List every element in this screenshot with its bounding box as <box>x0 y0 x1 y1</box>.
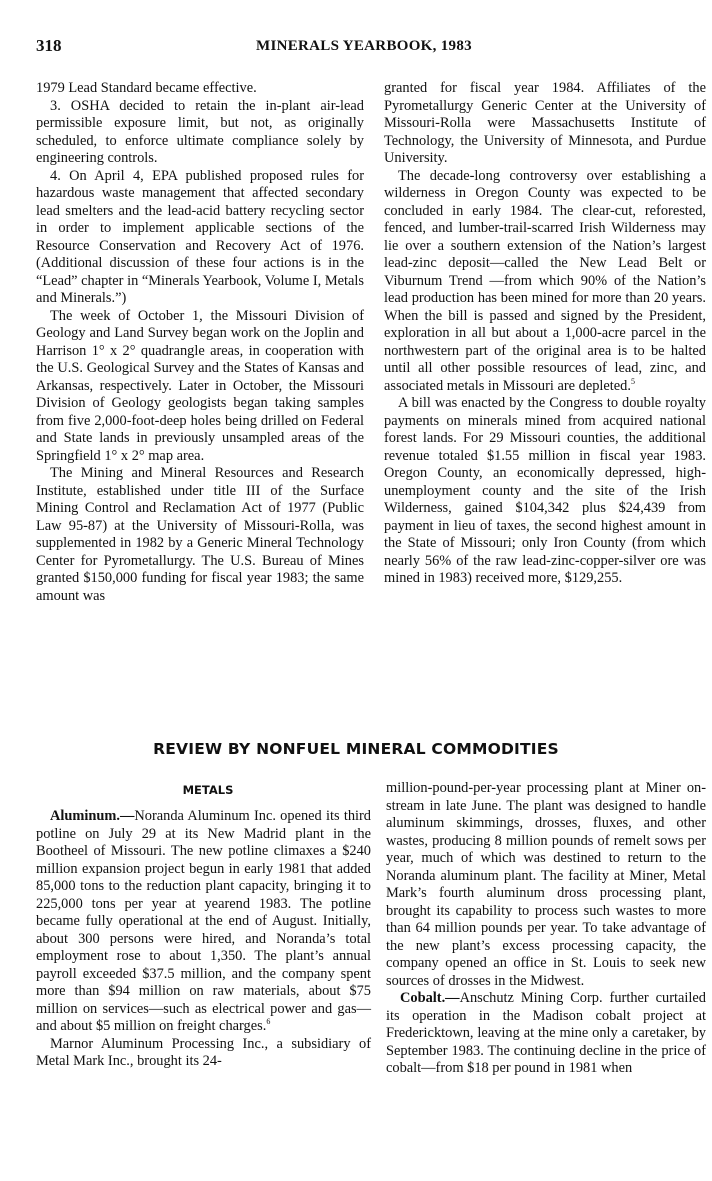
bottom-left-column <box>36 808 371 1071</box>
page-number: 318 <box>36 36 62 55</box>
section-heading: REVIEW BY NONFUEL MINERAL COMMODITIES <box>153 740 559 758</box>
top-right-column <box>384 80 706 588</box>
paragraph: 1979 Lead Standard became effective. <box>36 80 257 96</box>
footnote-ref: 5 <box>630 376 635 386</box>
paragraph: million-pound-per-year processing plant at Miner on-stream in late June. The plant was designed to handle aluminum skimmings, drosses, fluxes, and other wastes, producing 8 million pounds of remelt sows per year, much of which was destined to return to the Noranda aluminum plant. The facility at Miner, Metal Mark’s fourth aluminum dross processing plant, brought its capability to process such wastes to more than 64 million pounds per year. To take advantage of the new plant’s excess processing capacity, the company opened an office in St. Louis to seek new sources of drosses in the Midwest. <box>386 780 706 989</box>
top-left-column <box>36 80 364 605</box>
paragraph <box>384 168 706 396</box>
paragraph <box>36 808 371 1036</box>
paragraph: The Mining and Mineral Resources and Research Institute, established under title III of the Surface Mining Control and Reclamation Act of 1977 (Public Law 95-87) at the University of Missouri-Rolla, was supplemented in 1982 by a Generic Mineral Technology Center for Pyrometallurgy. The U.S. Bureau of Mines granted $150,000 funding for fiscal year 1983; the same amount was <box>36 465 364 604</box>
sub-heading: METALS <box>182 783 234 797</box>
paragraph <box>386 990 706 1078</box>
paragraph: 3. OSHA decided to retain the in-plant air-lead permissible exposure limit, but not, as originally scheduled, to enforce ultimate compliance solely by engineering controls. <box>36 97 364 166</box>
running-title: MINERALS YEARBOOK, 1983 <box>256 38 472 54</box>
paragraph-text: Anschutz Mining Corp. further curtailed its operation in the Madison cobalt project at Fredericktown, leaving at the mine only a caretaker, by September 1983. The continuing decline in the price of cobalt—from $18 per pound in 1981 when <box>386 990 706 1076</box>
bottom-right-column <box>386 780 706 1078</box>
paragraph-text: The decade-long controversy over establishing a wilderness in Oregon County was expected to be concluded in early 1984. The clear-cut, reforested, fenced, and lumber-trail-scarred Irish Wilderness may lie over a southern extension of the Nation’s largest lead-zinc deposit—called the New Lead Belt or Viburnum Trend —from which 90% of the Nation’s lead production has been mined for more than 20 years. When the bill is passed and signed by the President, exploration in all but about a 1,000-acre parcel in the northwestern part of the original area is to be halted until all other possible resources of lead, zinc, and associated metals in Missouri are depleted. <box>384 167 706 394</box>
paragraph: The week of October 1, the Missouri Division of Geology and Land Survey began work on the Joplin and Harrison 1° x 2° quadrangle areas, in cooperation with the U.S. Geological Survey and the States of Kansas and Arkansas, respectively. Later in October, the Missouri Division of Geology geologists began taking samples from five 2,000-foot-deep holes being drilled on Federal and State lands in previously unsampled areas of the Springfield 1° x 2° map area. <box>36 307 364 464</box>
paragraph: 4. On April 4, EPA published proposed rules for hazardous waste management that affected secondary lead smelters and the lead-acid battery recycling sector in order to implement applicable sections of the Resource Conservation and Recovery Act of 1976. (Additional discussion of these four actions is in the “Lead” chapter in “Minerals Yearbook, Volume I, Metals and Minerals.”) <box>36 167 364 306</box>
paragraph: granted for fiscal year 1984. Affiliates of the Pyrometallurgy Generic Center at the University of Missouri-Rolla were Massachusetts Institute of Technology, the University of Minnesota, and Purdue University. <box>384 80 706 166</box>
commodity-heading: Aluminum.— <box>50 808 135 824</box>
commodity-heading: Cobalt.— <box>400 990 460 1006</box>
paragraph: Marnor Aluminum Processing Inc., a subsidiary of Metal Mark Inc., brought its 24- <box>36 1035 371 1069</box>
page-header <box>36 36 708 56</box>
paragraph: A bill was enacted by the Congress to double royalty payments on minerals mined from acquired national forest lands. For 29 Missouri counties, the additional revenue totaled $1.55 million in fiscal year 1983. Oregon County, an economically depressed, high-unemployment county and the site of the Irish Wilderness, gained $104,342 plus $24,439 from payment in lieu of taxes, the second highest amount in the State of Missouri; only Iron County (from which nearly 56% of the raw lead-zinc-copper-silver ore was mined in 1983) received more, $129,255. <box>384 395 706 586</box>
footnote-ref: 6 <box>266 1017 271 1027</box>
paragraph-text: Noranda Aluminum Inc. opened its third potline on July 29 at its New Madrid plant in the Bootheel of Missouri. The new potline climaxes a $240 million expansion project begun in early 1981 that added 85,000 tons to the reduction plant capacity, bringing it to 225,000 tons per year at yearend 1983. The potline became fully operational at the end of August. Initially, about 300 persons were hired, and Noranda’s total employment rose to about 1,350. The plant’s annual payroll exceeded $37.5 million, and the company spent more than $94 million on raw materials, about $75 million on services—such as electrical power and gas—and about $5 million on freight charges. <box>36 808 371 1034</box>
